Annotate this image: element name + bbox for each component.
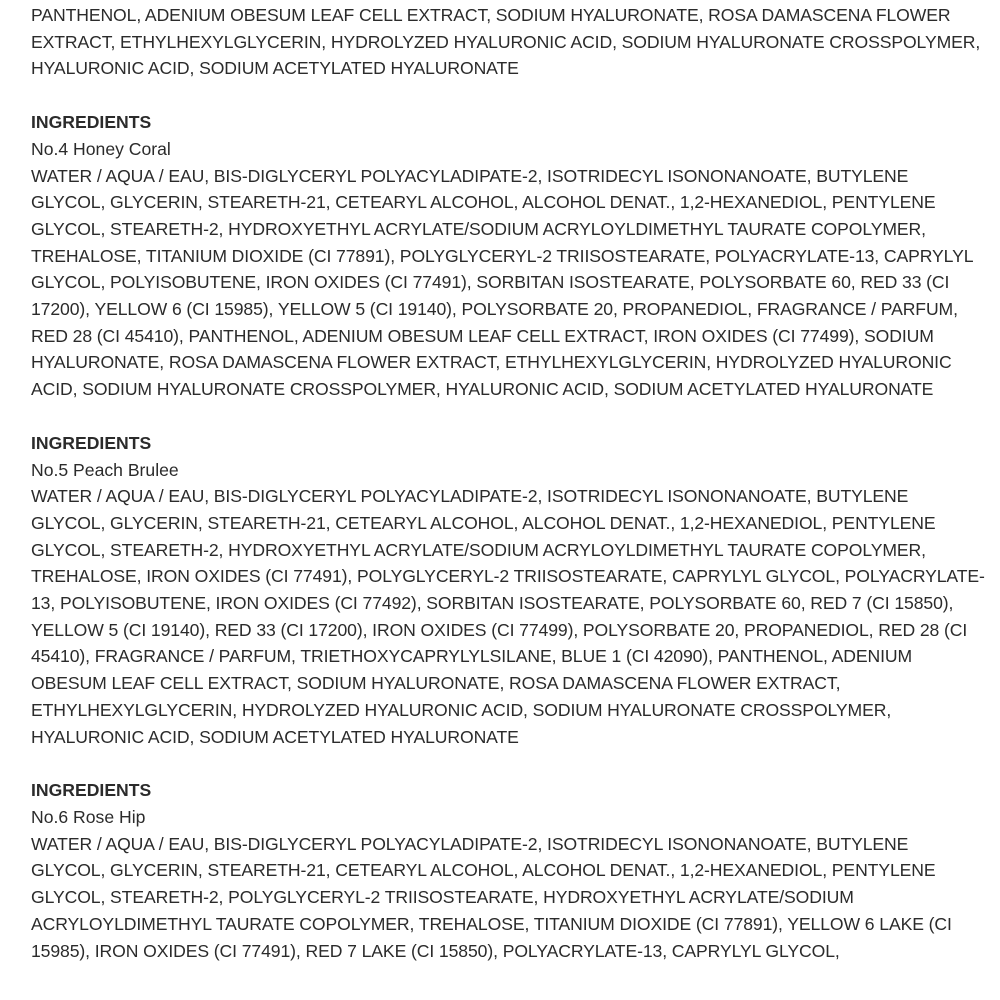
ingredients-section-peach-brulee — [31, 430, 986, 750]
ingredients-list: WATER / AQUA / EAU, BIS-DIGLYCERYL POLYACYLADIPATE-2, ISOTRIDECYL ISONONANOATE, BUTYLENE GLYCOL, GLYCERIN, STEARETH-21, CETEARYL ALCOHOL, ALCOHOL DENAT., 1,2-HEXANEDIOL, PENTYLENE GLYCOL, STEARETH-2, HYDROXYETHYL ACRYLATE/SODIUM ACRYLOYLDIMETHYL TAURATE COPOLYMER, TREHALOSE, IRON OXIDES (CI 77491), POLYGLYCERYL-2 TRIISOSTEARATE, CAPRYLYL GLYCOL, POLYACRYLATE-13, POLYISOBUTENE, IRON OXIDES (CI 77492), SORBITAN ISOSTEARATE, POLYSORBATE 60, RED 7 (CI 15850), YELLOW 5 (CI 19140), RED 33 (CI 17200), IRON OXIDES (CI 77499), POLYSORBATE 20, PROPANEDIOL, RED 28 (CI 45410), FRAGRANCE / PARFUM, TRIETHOXYCAPRYLYLSILANE, BLUE 1 (CI 42090), PANTHENOL, ADENIUM OBESUM LEAF CELL EXTRACT, SODIUM HYALURONATE, ROSA DAMASCENA FLOWER EXTRACT, ETHYLHEXYLGLYCERIN, HYDROLYZED HYALURONIC ACID, SODIUM HYALURONATE CROSSPOLYMER, HYALURONIC ACID, SODIUM ACETYLATED HYALURONATE — [31, 486, 985, 747]
shade-name: No.4 Honey Coral — [31, 138, 171, 159]
section-spacer — [31, 750, 986, 777]
section-spacer — [31, 403, 986, 430]
shade-name: No.6 Rose Hip — [31, 806, 146, 827]
ingredients-list: WATER / AQUA / EAU, BIS-DIGLYCERYL POLYACYLADIPATE-2, ISOTRIDECYL ISONONANOATE, BUTYLENE GLYCOL, GLYCERIN, STEARETH-21, CETEARYL ALCOHOL, ALCOHOL DENAT., 1,2-HEXANEDIOL, PENTYLENE GLYCOL, STEARETH-2, POLYGLYCERYL-2 TRIISOSTEARATE, HYDROXYETHYL ACRYLATE/SODIUM ACRYLOYLDIMETHYL TAURATE COPOLYMER, TREHALOSE, TITANIUM DIOXIDE (CI 77891), YELLOW 6 LAKE (CI 15985), IRON OXIDES (CI 77491), RED 7 LAKE (CI 15850), POLYACRYLATE-13, CAPRYLYL GLYCOL, — [31, 833, 952, 961]
ingredients-continuation-text: PANTHENOL, ADENIUM OBESUM LEAF CELL EXTRACT, SODIUM HYALURONATE, ROSA DAMASCENA FLOWER EXTRACT, ETHYLHEXYLGLYCERIN, HYDROLYZED HYALURONIC ACID, SODIUM HYALURONATE CROSSPOLYMER, HYALURONIC ACID, SODIUM ACETYLATED HYALURONATE — [31, 5, 981, 79]
section-spacer — [31, 82, 986, 109]
ingredients-list: WATER / AQUA / EAU, BIS-DIGLYCERYL POLYACYLADIPATE-2, ISOTRIDECYL ISONONANOATE, BUTYLENE GLYCOL, GLYCERIN, STEARETH-21, CETEARYL ALCOHOL, ALCOHOL DENAT., 1,2-HEXANEDIOL, PENTYLENE GLYCOL, STEARETH-2, HYDROXYETHYL ACRYLATE/SODIUM ACRYLOYLDIMETHYL TAURATE COPOLYMER, TREHALOSE, TITANIUM DIOXIDE (CI 77891), POLYGLYCERYL-2 TRIISOSTEARATE, POLYACRYLATE-13, CAPRYLYL GLYCOL, POLYISOBUTENE, IRON OXIDES (CI 77491), SORBITAN ISOSTEARATE, POLYSORBATE 60, RED 33 (CI 17200), YELLOW 6 (CI 15985), YELLOW 5 (CI 19140), POLYSORBATE 20, PROPANEDIOL, FRAGRANCE / PARFUM, RED 28 (CI 45410), PANTHENOL, ADENIUM OBESUM LEAF CELL EXTRACT, IRON OXIDES (CI 77499), SODIUM HYALURONATE, ROSA DAMASCENA FLOWER EXTRACT, ETHYLHEXYLGLYCERIN, HYDROLYZED HYALURONIC ACID, SODIUM HYALURONATE CROSSPOLYMER, HYALURONIC ACID, SODIUM ACETYLATED HYALURONATE — [31, 165, 973, 400]
ingredients-section-rose-hip — [31, 777, 986, 964]
ingredients-section-honey-coral — [31, 109, 986, 403]
shade-name: No.5 Peach Brulee — [31, 459, 179, 480]
section-heading: INGREDIENTS — [31, 432, 152, 453]
section-heading: INGREDIENTS — [31, 112, 152, 133]
ingredients-document — [31, 2, 986, 964]
section-heading: INGREDIENTS — [31, 780, 152, 801]
